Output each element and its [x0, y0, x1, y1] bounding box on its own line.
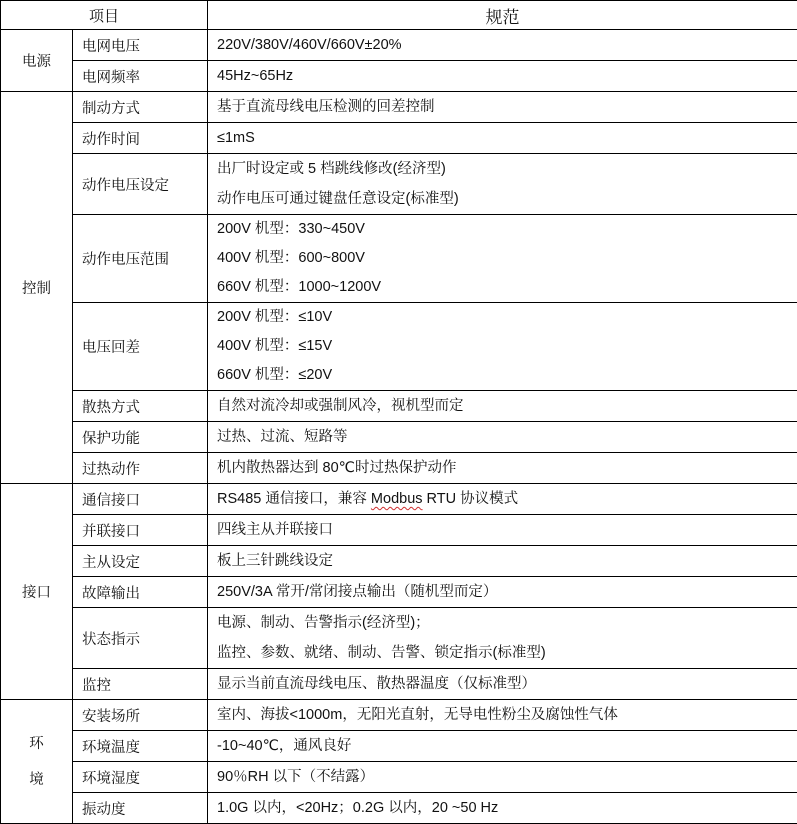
- table-row: [1, 303, 797, 391]
- table-row: [1, 577, 797, 608]
- header-row: [1, 1, 797, 30]
- row-item: 散热方式: [73, 391, 208, 422]
- table-row: [1, 391, 797, 422]
- value-line: 电源、制动、告警指示(经济型)；: [217, 608, 797, 638]
- row-value: [208, 731, 797, 762]
- table-row: [1, 731, 797, 762]
- row-item: 制动方式: [73, 92, 208, 123]
- value-line: 过热、过流、短路等: [217, 422, 797, 452]
- row-item: 电网电压: [73, 30, 208, 61]
- table-row: [1, 484, 797, 515]
- row-item: 过热动作: [73, 453, 208, 484]
- value-line: 45Hz~65Hz: [217, 61, 797, 91]
- row-value: [208, 123, 797, 154]
- row-value: [208, 484, 797, 515]
- table-row: [1, 700, 797, 731]
- table-row: [1, 793, 797, 824]
- table-row: [1, 123, 797, 154]
- row-item: 安装场所: [73, 700, 208, 731]
- value-line: ≤1mS: [217, 123, 797, 153]
- value-line: [217, 484, 797, 514]
- row-item: 电网频率: [73, 61, 208, 92]
- category-char: 环: [1, 726, 72, 762]
- value-line: 90％RH 以下（不结露）: [217, 762, 797, 792]
- spellcheck-word: Modbus: [371, 491, 423, 507]
- value-line: 机内散热器达到 80℃时过热保护动作: [217, 453, 797, 483]
- value-line: 显示当前直流母线电压、散热器温度（仅标准型）: [217, 669, 797, 699]
- row-item: 通信接口: [73, 484, 208, 515]
- table-row: [1, 546, 797, 577]
- value-line: 1.0G 以内，<20Hz；0.2G 以内，20 ~50 Hz: [217, 793, 797, 823]
- row-value: [208, 453, 797, 484]
- value-line: 660V 机型：≤20V: [217, 361, 797, 390]
- value-line: 400V 机型：600~800V: [217, 244, 797, 273]
- category-power: 电源: [1, 30, 73, 92]
- value-line: 200V 机型：≤10V: [217, 303, 797, 332]
- row-value: [208, 154, 797, 215]
- value-line: 200V 机型：330~450V: [217, 215, 797, 244]
- value-line: -10~40℃，通风良好: [217, 731, 797, 761]
- row-value: [208, 577, 797, 608]
- category-control: 控制: [1, 92, 73, 484]
- row-item: 电压回差: [73, 303, 208, 391]
- value-line: 220V/380V/460V/660V±20%: [217, 30, 797, 60]
- table-row: [1, 215, 797, 303]
- table-row: [1, 762, 797, 793]
- category-interface: 接口: [1, 484, 73, 700]
- table-row: [1, 154, 797, 215]
- table-row: [1, 61, 797, 92]
- row-item: 动作时间: [73, 123, 208, 154]
- row-value: [208, 92, 797, 123]
- value-line: 660V 机型：1000~1200V: [217, 273, 797, 302]
- value-line: 出厂时设定或 5 档跳线修改(经济型): [217, 154, 797, 184]
- row-item: 环境温度: [73, 731, 208, 762]
- value-part: RTU 协议模式: [423, 491, 519, 507]
- category-char: 境: [1, 762, 72, 798]
- value-part: RS485 通信接口，兼容: [217, 491, 371, 507]
- value-line: 250V/3A 常开/常闭接点输出（随机型而定）: [217, 577, 797, 607]
- row-item: 并联接口: [73, 515, 208, 546]
- value-line: 自然对流冷却或强制风冷，视机型而定: [217, 391, 797, 421]
- row-item: 动作电压设定: [73, 154, 208, 215]
- row-value: [208, 303, 797, 391]
- row-item: 保护功能: [73, 422, 208, 453]
- header-spec: 规范: [208, 1, 797, 30]
- row-item: 主从设定: [73, 546, 208, 577]
- table-row: [1, 453, 797, 484]
- row-value: [208, 215, 797, 303]
- row-value: [208, 61, 797, 92]
- row-item: 环境湿度: [73, 762, 208, 793]
- header-item: 项目: [1, 1, 208, 30]
- row-item: 监控: [73, 669, 208, 700]
- row-value: [208, 30, 797, 61]
- row-value: [208, 546, 797, 577]
- table-row: [1, 608, 797, 669]
- row-value: [208, 391, 797, 422]
- table-row: [1, 92, 797, 123]
- row-value: [208, 669, 797, 700]
- table-row: [1, 422, 797, 453]
- table-row: [1, 30, 797, 61]
- row-value: [208, 515, 797, 546]
- value-line: 监控、参数、就绪、制动、告警、锁定指示(标准型): [217, 638, 797, 668]
- table-row: [1, 515, 797, 546]
- row-item: 状态指示: [73, 608, 208, 669]
- value-line: 基于直流母线电压检测的回差控制: [217, 92, 797, 122]
- table-row: [1, 669, 797, 700]
- value-line: 400V 机型：≤15V: [217, 332, 797, 361]
- value-line: 室内、海拔<1000m，无阳光直射，无导电性粉尘及腐蚀性气体: [217, 700, 797, 730]
- value-line: 四线主从并联接口: [217, 515, 797, 545]
- row-value: [208, 422, 797, 453]
- row-value: [208, 762, 797, 793]
- row-value: [208, 700, 797, 731]
- value-line: 动作电压可通过键盘任意设定(标准型): [217, 184, 797, 214]
- category-environment: [1, 700, 73, 824]
- row-item: 动作电压范围: [73, 215, 208, 303]
- value-line: 板上三针跳线设定: [217, 546, 797, 576]
- row-item: 故障输出: [73, 577, 208, 608]
- row-item: 振动度: [73, 793, 208, 824]
- row-value: [208, 608, 797, 669]
- row-value: [208, 793, 797, 824]
